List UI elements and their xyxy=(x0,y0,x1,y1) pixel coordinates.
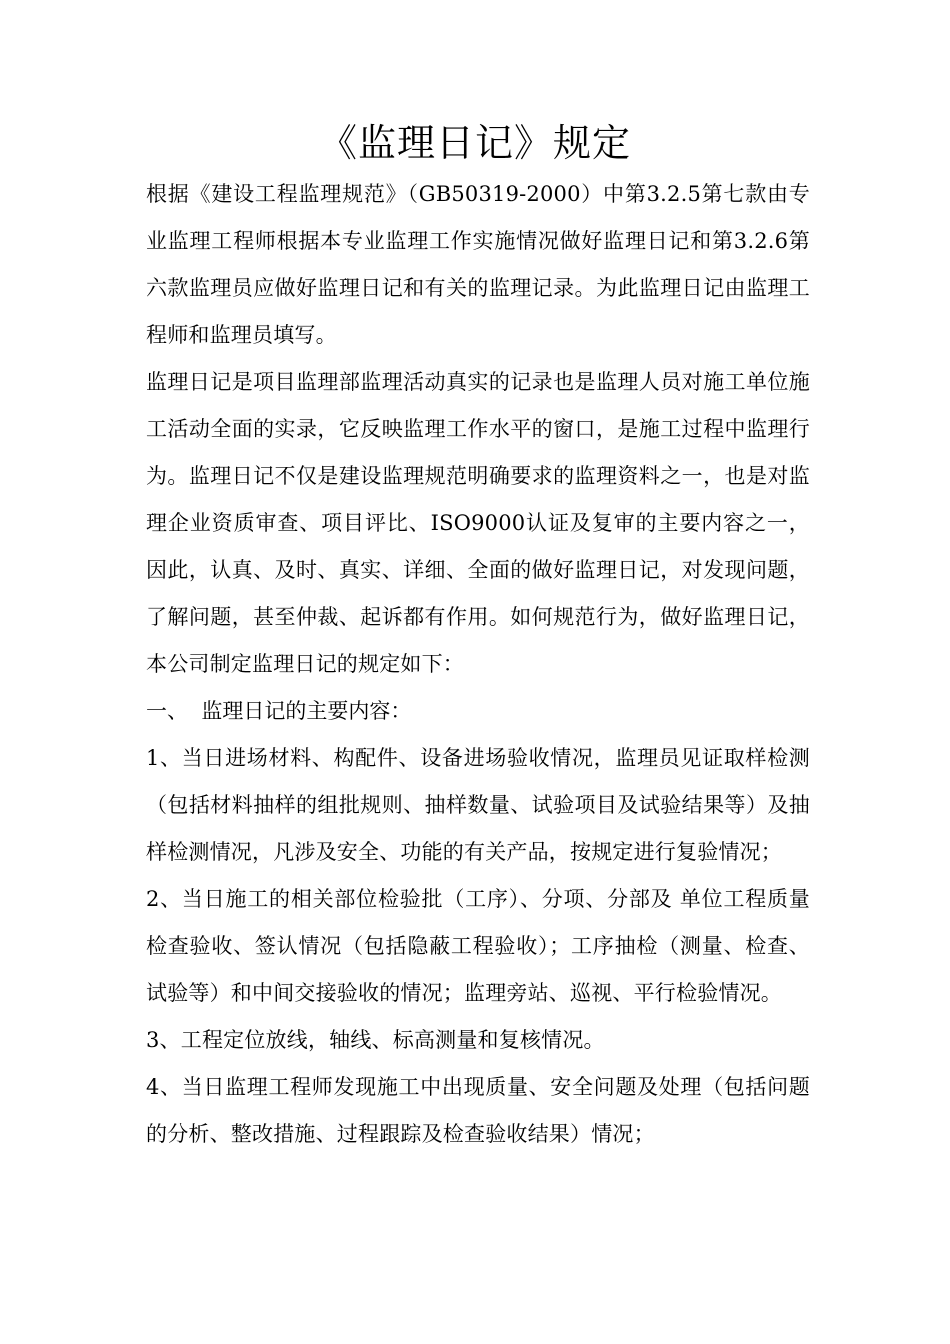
content-item-2: 2、当日施工的相关部位检验批（工序）、分项、分部及 单位工程质量检查验收、签认情况（包括隐蔽工程验收）；工序抽检（测量、检查、试验等）和中间交接验收的情况；监理旁站、巡视、平行检验情况。 xyxy=(146,887,810,1005)
purpose-paragraph: 监理日记是项目监理部监理活动真实的记录也是监理人员对施工单位施工活动全面的实录，它反映监理工作水平的窗口，是施工过程中监理行为。监理日记不仅是建设监理规范明确要求的监理资料之一，也是对监理企业资质审查、项目评比、ISO9000认证及复审的主要内容之一，因此，认真、及时、真实、详细、全面的做好监理日记，对发现问题，了解问题，甚至仲裁、起诉都有作用。如何规范行为，做好监理日记，本公司制定监理日记的规定如下： xyxy=(146,370,810,676)
content-item-1: 1、当日进场材料、构配件、设备进场验收情况，监理员见证取样检测（包括材料抽样的组批规则、抽样数量、试验项目及试验结果等）及抽样检测情况，凡涉及安全、功能的有关产品，按规定进行复验情况； xyxy=(146,746,810,864)
section-heading: 一、 监理日记的主要内容： xyxy=(146,699,412,723)
intro-paragraph: 根据《建设工程监理规范》（GB50319-2000）中第3.2.5第七款由专业监理工程师根据本专业监理工作实施情况做好监理日记和第3.2.6第六款监理员应做好监理日记和有关的监理记录。为此监理日记由监理工程师和监理员填写。 xyxy=(146,182,810,347)
content-item-4: 4、当日监理工程师发现施工中出现质量、安全问题及处理（包括问题的分析、整改措施、过程跟踪及检查验收结果）情况； xyxy=(146,1075,810,1146)
content-item-3: 3、工程定位放线，轴线、标高测量和复核情况。 xyxy=(146,1028,605,1052)
document-title: 《监理日记》规定 xyxy=(318,121,631,165)
document-body xyxy=(146,171,810,1158)
